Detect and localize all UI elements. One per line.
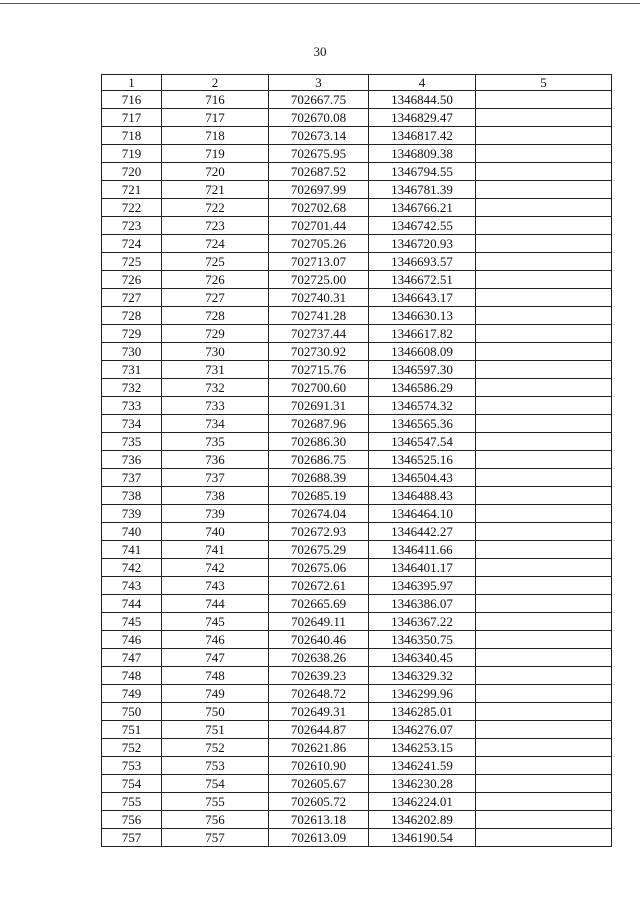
table-row xyxy=(102,793,612,811)
table-cell: 1346230.28 xyxy=(369,775,476,793)
table-cell: 755 xyxy=(162,793,269,811)
table-row xyxy=(102,613,612,631)
table-cell: 702687.52 xyxy=(269,163,369,181)
table-cell: 1346565.36 xyxy=(369,415,476,433)
table-cell: 752 xyxy=(102,739,162,757)
table-cell xyxy=(476,559,612,577)
table-row xyxy=(102,505,612,523)
table-cell: 1346202.89 xyxy=(369,811,476,829)
table-cell xyxy=(476,757,612,775)
table-cell: 757 xyxy=(102,829,162,847)
table-row xyxy=(102,379,612,397)
table-row xyxy=(102,739,612,757)
table-cell: 1346224.01 xyxy=(369,793,476,811)
table-cell: 746 xyxy=(102,631,162,649)
table-cell: 702701.44 xyxy=(269,217,369,235)
table-cell xyxy=(476,361,612,379)
table-cell: 1346504.43 xyxy=(369,469,476,487)
table-cell: 733 xyxy=(162,397,269,415)
table-cell: 1346329.32 xyxy=(369,667,476,685)
table-row xyxy=(102,577,612,595)
table-cell: 1346253.15 xyxy=(369,739,476,757)
table-cell: 702621.86 xyxy=(269,739,369,757)
table-cell xyxy=(476,811,612,829)
table-row xyxy=(102,181,612,199)
table-cell xyxy=(476,829,612,847)
table-cell: 702688.39 xyxy=(269,469,369,487)
table-cell: 1346794.55 xyxy=(369,163,476,181)
table-cell: 749 xyxy=(102,685,162,703)
table-cell: 735 xyxy=(162,433,269,451)
table-cell: 736 xyxy=(162,451,269,469)
table-cell: 702715.76 xyxy=(269,361,369,379)
table-cell: 754 xyxy=(102,775,162,793)
table-cell: 1346395.97 xyxy=(369,577,476,595)
table-row xyxy=(102,757,612,775)
table-cell: 745 xyxy=(162,613,269,631)
table-cell: 702687.96 xyxy=(269,415,369,433)
table-row xyxy=(102,541,612,559)
table-cell xyxy=(476,163,612,181)
table-cell: 1346411.66 xyxy=(369,541,476,559)
table-cell: 1346276.07 xyxy=(369,721,476,739)
table-cell: 1346367.22 xyxy=(369,613,476,631)
table-row xyxy=(102,649,612,667)
table-cell: 702613.18 xyxy=(269,811,369,829)
table-cell: 702649.11 xyxy=(269,613,369,631)
table-cell xyxy=(476,181,612,199)
table-row xyxy=(102,217,612,235)
table-cell: 722 xyxy=(102,199,162,217)
table-row xyxy=(102,469,612,487)
table-cell: 702674.04 xyxy=(269,505,369,523)
table-cell: 1346464.10 xyxy=(369,505,476,523)
table-cell: 725 xyxy=(102,253,162,271)
table-cell: 1346809.38 xyxy=(369,145,476,163)
table-cell xyxy=(476,775,612,793)
table-row xyxy=(102,91,612,109)
table-cell: 720 xyxy=(162,163,269,181)
table-cell: 744 xyxy=(162,595,269,613)
table-cell: 753 xyxy=(162,757,269,775)
table-cell xyxy=(476,199,612,217)
table-cell: 702665.69 xyxy=(269,595,369,613)
table-cell: 702730.92 xyxy=(269,343,369,361)
table-cell: 1346547.54 xyxy=(369,433,476,451)
table-cell: 702675.95 xyxy=(269,145,369,163)
table-cell: 1346340.45 xyxy=(369,649,476,667)
table-cell: 702672.61 xyxy=(269,577,369,595)
table-row xyxy=(102,829,612,847)
table-cell: 744 xyxy=(102,595,162,613)
table-cell: 1346672.51 xyxy=(369,271,476,289)
table-cell xyxy=(476,577,612,595)
table-cell: 702639.23 xyxy=(269,667,369,685)
table-cell: 750 xyxy=(102,703,162,721)
table-row xyxy=(102,163,612,181)
table-cell: 1346630.13 xyxy=(369,307,476,325)
table-cell: 734 xyxy=(162,415,269,433)
table-row xyxy=(102,523,612,541)
table-cell: 1346442.27 xyxy=(369,523,476,541)
table-cell xyxy=(476,235,612,253)
table-cell xyxy=(476,541,612,559)
column-header: 2 xyxy=(162,75,269,91)
table-cell xyxy=(476,217,612,235)
table-cell: 724 xyxy=(102,235,162,253)
table-row xyxy=(102,361,612,379)
page-number: 30 xyxy=(313,44,327,59)
table-cell xyxy=(476,613,612,631)
table-row xyxy=(102,343,612,361)
table-cell: 736 xyxy=(102,451,162,469)
table-row xyxy=(102,271,612,289)
table-cell: 702700.60 xyxy=(269,379,369,397)
table-cell: 752 xyxy=(162,739,269,757)
table-cell: 742 xyxy=(162,559,269,577)
table-cell: 754 xyxy=(162,775,269,793)
table-cell: 702672.93 xyxy=(269,523,369,541)
table-cell: 745 xyxy=(102,613,162,631)
table-cell: 1346693.57 xyxy=(369,253,476,271)
column-header: 3 xyxy=(269,75,369,91)
table-cell: 729 xyxy=(102,325,162,343)
table-cell xyxy=(476,127,612,145)
table-row xyxy=(102,289,612,307)
table-cell: 1346574.32 xyxy=(369,397,476,415)
table-cell: 751 xyxy=(162,721,269,739)
header-row xyxy=(102,75,612,91)
table-cell: 723 xyxy=(102,217,162,235)
table-row xyxy=(102,109,612,127)
table-cell: 1346617.82 xyxy=(369,325,476,343)
table-cell: 717 xyxy=(162,109,269,127)
table-cell: 702644.87 xyxy=(269,721,369,739)
table-cell xyxy=(476,109,612,127)
table-row xyxy=(102,559,612,577)
table-row xyxy=(102,235,612,253)
table-cell: 717 xyxy=(102,109,162,127)
table-cell: 702673.14 xyxy=(269,127,369,145)
table-cell xyxy=(476,685,612,703)
table-cell: 1346781.39 xyxy=(369,181,476,199)
table-cell: 1346241.59 xyxy=(369,757,476,775)
table-cell: 702691.31 xyxy=(269,397,369,415)
table-cell xyxy=(476,433,612,451)
table-cell: 740 xyxy=(162,523,269,541)
table-cell: 1346608.09 xyxy=(369,343,476,361)
table-cell: 719 xyxy=(102,145,162,163)
table-cell: 718 xyxy=(162,127,269,145)
table-cell: 716 xyxy=(162,91,269,109)
table-cell: 756 xyxy=(162,811,269,829)
table-cell xyxy=(476,343,612,361)
table-cell: 1346817.42 xyxy=(369,127,476,145)
table-cell: 1346299.96 xyxy=(369,685,476,703)
table-cell: 702649.31 xyxy=(269,703,369,721)
table-row xyxy=(102,307,612,325)
table-row xyxy=(102,325,612,343)
table-cell: 702610.90 xyxy=(269,757,369,775)
table-cell xyxy=(476,325,612,343)
table-cell: 730 xyxy=(162,343,269,361)
table-cell xyxy=(476,703,612,721)
table-cell: 702613.09 xyxy=(269,829,369,847)
table-cell: 1346525.16 xyxy=(369,451,476,469)
table-cell: 722 xyxy=(162,199,269,217)
table-cell: 702740.31 xyxy=(269,289,369,307)
table-cell: 738 xyxy=(162,487,269,505)
table-cell: 1346742.55 xyxy=(369,217,476,235)
table-cell: 723 xyxy=(162,217,269,235)
table-cell: 702667.75 xyxy=(269,91,369,109)
table-cell: 702702.68 xyxy=(269,199,369,217)
table-cell: 731 xyxy=(162,361,269,379)
table-cell xyxy=(476,289,612,307)
table-cell: 702648.72 xyxy=(269,685,369,703)
table-cell: 702686.75 xyxy=(269,451,369,469)
table-row xyxy=(102,811,612,829)
table-cell: 728 xyxy=(102,307,162,325)
table-cell: 1346829.47 xyxy=(369,109,476,127)
table-cell: 1346386.07 xyxy=(369,595,476,613)
table-cell: 727 xyxy=(162,289,269,307)
table-cell: 737 xyxy=(102,469,162,487)
table-cell: 732 xyxy=(162,379,269,397)
table-row xyxy=(102,199,612,217)
table-cell: 757 xyxy=(162,829,269,847)
table-cell: 725 xyxy=(162,253,269,271)
table-row xyxy=(102,667,612,685)
table-row xyxy=(102,775,612,793)
table-cell: 743 xyxy=(162,577,269,595)
table-cell: 729 xyxy=(162,325,269,343)
table-cell: 702640.46 xyxy=(269,631,369,649)
table-cell: 740 xyxy=(102,523,162,541)
table-cell: 732 xyxy=(102,379,162,397)
table-cell xyxy=(476,649,612,667)
table-cell: 1346597.30 xyxy=(369,361,476,379)
table-cell: 1346350.75 xyxy=(369,631,476,649)
table-cell: 747 xyxy=(102,649,162,667)
table-cell xyxy=(476,379,612,397)
table-cell xyxy=(476,253,612,271)
table-cell: 1346285.01 xyxy=(369,703,476,721)
table-cell: 1346586.29 xyxy=(369,379,476,397)
table-row xyxy=(102,631,612,649)
table-cell: 702713.07 xyxy=(269,253,369,271)
coordinates-table xyxy=(101,74,612,847)
table-cell xyxy=(476,667,612,685)
table-cell: 750 xyxy=(162,703,269,721)
table-cell: 702741.28 xyxy=(269,307,369,325)
table-cell: 741 xyxy=(102,541,162,559)
table-cell: 702675.06 xyxy=(269,559,369,577)
table-cell: 724 xyxy=(162,235,269,253)
table-cell: 702705.26 xyxy=(269,235,369,253)
table-cell: 726 xyxy=(162,271,269,289)
table-cell: 702605.72 xyxy=(269,793,369,811)
table-cell: 756 xyxy=(102,811,162,829)
table-cell xyxy=(476,739,612,757)
table-cell: 1346720.93 xyxy=(369,235,476,253)
table-cell xyxy=(476,595,612,613)
table-row xyxy=(102,721,612,739)
table-cell: 1346190.54 xyxy=(369,829,476,847)
table-cell: 719 xyxy=(162,145,269,163)
table-cell xyxy=(476,145,612,163)
table-cell: 1346488.43 xyxy=(369,487,476,505)
table-cell xyxy=(476,505,612,523)
table-cell xyxy=(476,469,612,487)
table-row xyxy=(102,451,612,469)
table-cell: 721 xyxy=(102,181,162,199)
table-row xyxy=(102,433,612,451)
table-cell: 742 xyxy=(102,559,162,577)
table-cell: 1346766.21 xyxy=(369,199,476,217)
table-cell: 746 xyxy=(162,631,269,649)
table-cell: 735 xyxy=(102,433,162,451)
table-cell: 739 xyxy=(162,505,269,523)
table-row xyxy=(102,253,612,271)
table-cell: 702725.00 xyxy=(269,271,369,289)
table-cell: 702670.08 xyxy=(269,109,369,127)
table-cell: 702675.29 xyxy=(269,541,369,559)
table-row xyxy=(102,415,612,433)
table-cell: 733 xyxy=(102,397,162,415)
table-row xyxy=(102,397,612,415)
column-header: 1 xyxy=(102,75,162,91)
table-cell xyxy=(476,307,612,325)
table-cell: 739 xyxy=(102,505,162,523)
table-cell: 702686.30 xyxy=(269,433,369,451)
table-cell: 1346844.50 xyxy=(369,91,476,109)
table-cell xyxy=(476,487,612,505)
table-cell xyxy=(476,523,612,541)
table-cell: 702697.99 xyxy=(269,181,369,199)
table-row xyxy=(102,685,612,703)
table-cell: 755 xyxy=(102,793,162,811)
table-cell: 753 xyxy=(102,757,162,775)
table-cell xyxy=(476,415,612,433)
table-cell: 702605.67 xyxy=(269,775,369,793)
table-cell: 727 xyxy=(102,289,162,307)
table-cell: 748 xyxy=(162,667,269,685)
table-cell: 749 xyxy=(162,685,269,703)
table-cell xyxy=(476,451,612,469)
table-cell: 728 xyxy=(162,307,269,325)
table-cell xyxy=(476,793,612,811)
table-cell: 716 xyxy=(102,91,162,109)
table-row xyxy=(102,595,612,613)
table-cell: 741 xyxy=(162,541,269,559)
table-cell: 747 xyxy=(162,649,269,667)
table-row xyxy=(102,127,612,145)
table-cell: 743 xyxy=(102,577,162,595)
table-body xyxy=(102,91,612,847)
table-cell: 730 xyxy=(102,343,162,361)
table-cell: 702685.19 xyxy=(269,487,369,505)
table-row xyxy=(102,487,612,505)
top-rule xyxy=(0,3,640,4)
table-cell xyxy=(476,631,612,649)
table-row xyxy=(102,145,612,163)
table-cell xyxy=(476,271,612,289)
table-cell xyxy=(476,721,612,739)
table-cell: 1346643.17 xyxy=(369,289,476,307)
table-cell: 721 xyxy=(162,181,269,199)
table-cell: 731 xyxy=(102,361,162,379)
table-cell: 751 xyxy=(102,721,162,739)
table-cell: 702638.26 xyxy=(269,649,369,667)
table-cell: 718 xyxy=(102,127,162,145)
table-cell: 737 xyxy=(162,469,269,487)
column-header: 4 xyxy=(369,75,476,91)
table-cell: 1346401.17 xyxy=(369,559,476,577)
table-cell: 720 xyxy=(102,163,162,181)
table-cell: 726 xyxy=(102,271,162,289)
table-cell: 702737.44 xyxy=(269,325,369,343)
table-cell xyxy=(476,91,612,109)
table-row xyxy=(102,703,612,721)
table-cell: 738 xyxy=(102,487,162,505)
table-cell: 734 xyxy=(102,415,162,433)
table-cell xyxy=(476,397,612,415)
column-header: 5 xyxy=(476,75,612,91)
table-cell: 748 xyxy=(102,667,162,685)
